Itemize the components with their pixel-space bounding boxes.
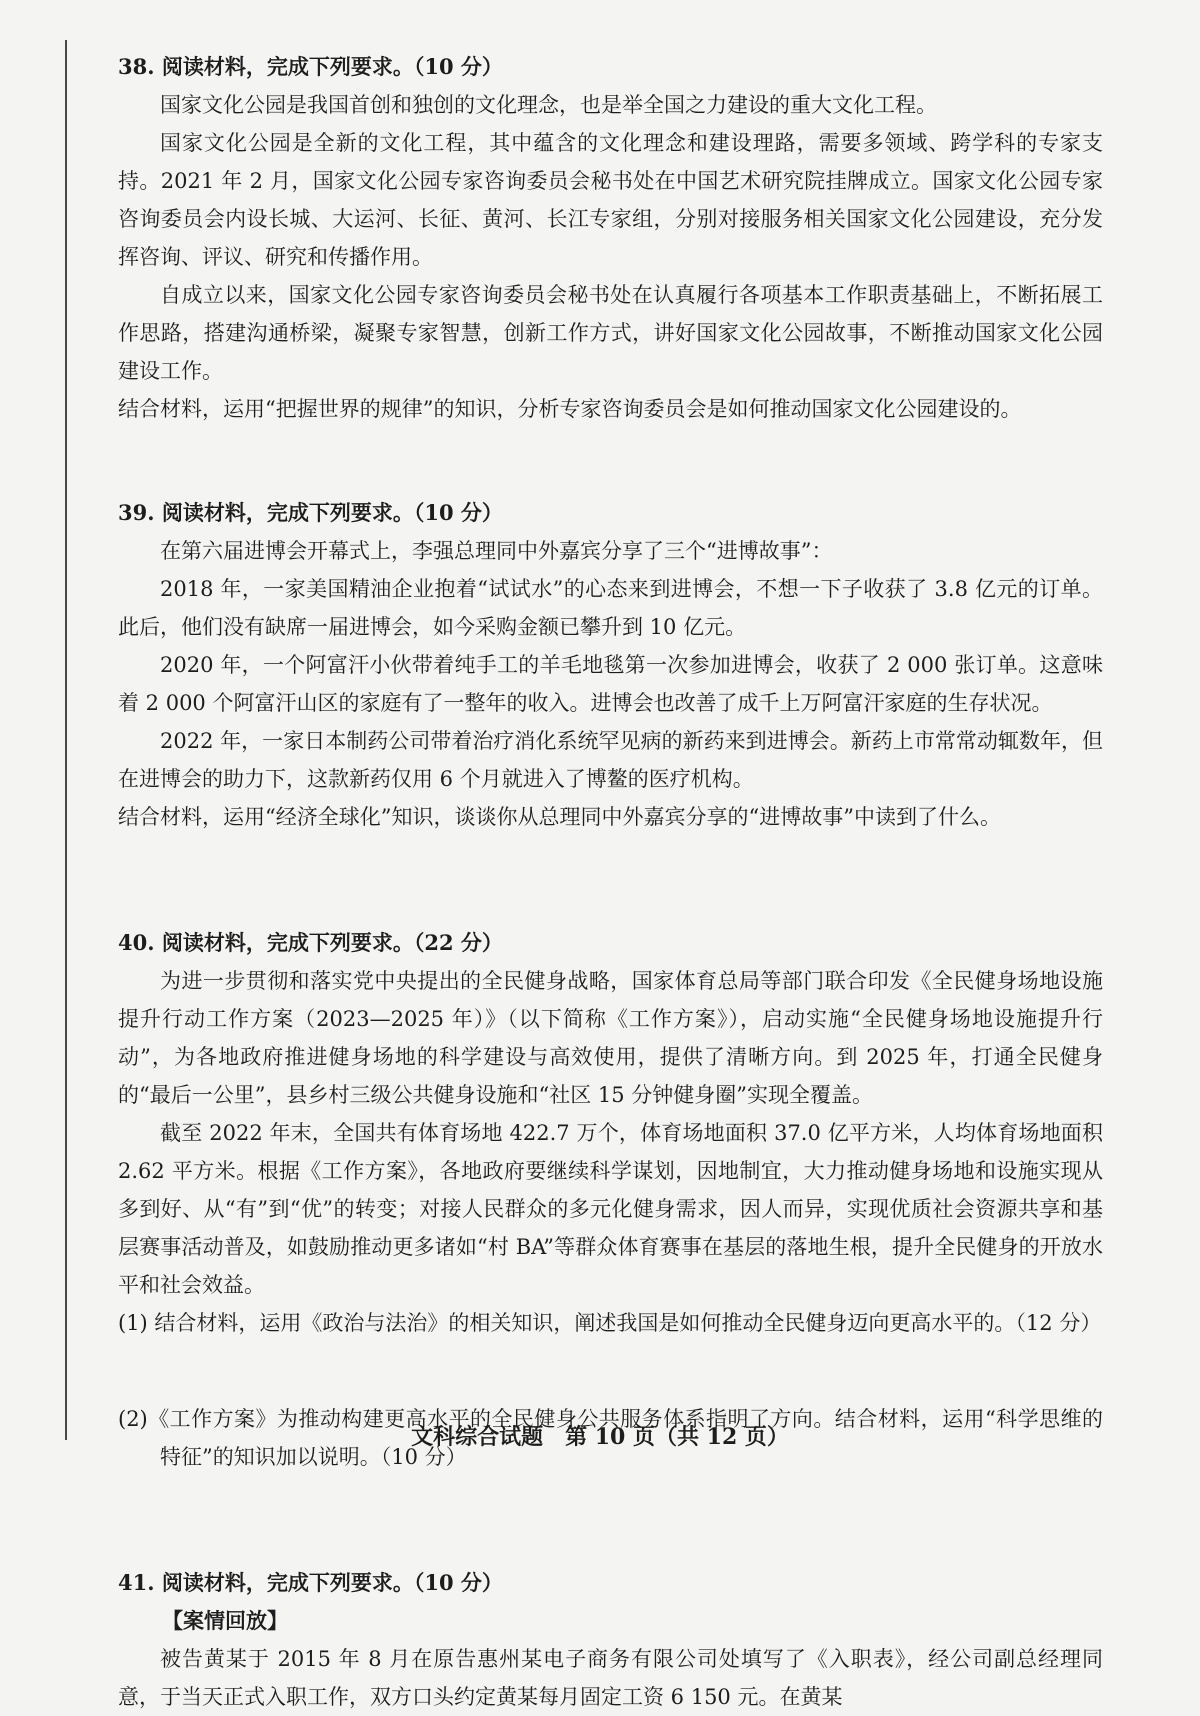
question-39 — [118, 494, 1103, 836]
question-41-case-tag: 【案情回放】 — [162, 1609, 288, 1633]
question-40-subtask-2: (2)《工作方案》为推动构建更高水平的全民健身公共服务体系指明了方向。结合材料，运用“科学思维的特征”的知识加以说明。（10 分） — [118, 1407, 1103, 1469]
question-40-material-2: 截至 2022 年末，全国共有体育场地 422.7 万个，体育场地面积 37.0 亿平方米，人均体育场地面积 2.62 平方米。根据《工作方案》，各地政府要继续科学谋划，因地制宜，大力推动健身场地和设施实现从多到好、从“有”到“优”的转变；对接人民群众的多元化健身需求，因人而异，实现优质社会资源共享和基层赛事活动普及，如鼓励推动更多诸如“村 BA”等群众体育赛事在基层的落地生根，提升全民健身的开放水平和社会效益。 — [118, 1121, 1103, 1297]
question-39-heading: 39. 阅读材料，完成下列要求。（10 分） — [118, 500, 503, 525]
question-41-heading: 41. 阅读材料，完成下列要求。（10 分） — [118, 1570, 503, 1595]
question-41-material-1: 被告黄某于 2015 年 8 月在原告惠州某电子商务有限公司处填写了《入职表》，经公司副总经理同意，于当天正式入职工作，双方口头约定黄某每月固定工资 6 150 元。在黄某 — [118, 1647, 1103, 1709]
question-39-material-4: 2022 年，一家日本制药公司带着治疗消化系统罕见病的新药来到进博会。新药上市常常动辄数年，但在进博会的助力下，这款新药仅用 6 个月就进入了博鳌的医疗机构。 — [118, 729, 1103, 791]
page-content — [118, 48, 1103, 1716]
question-39-task: 结合材料，运用“经济全球化”知识，谈谈你从总理同中外嘉宾分享的“进博故事”中读到了什么。 — [118, 805, 1001, 829]
question-39-material-2: 2018 年，一家美国精油企业抱着“试试水”的心态来到进博会，不想一下子收获了 3.8 亿元的订单。此后，他们没有缺席一届进博会，如今采购金额已攀升到 10 亿元。 — [118, 577, 1103, 639]
question-38-material-3: 自成立以来，国家文化公园专家咨询委员会秘书处在认真履行各项基本工作职责基础上，不断拓展工作思路，搭建沟通桥梁，凝聚专家智慧，创新工作方式，讲好国家文化公园故事，不断推动国家文化公园建设工作。 — [118, 283, 1103, 383]
answer-space — [118, 428, 1103, 494]
question-38-task: 结合材料，运用“把握世界的规律”的知识，分析专家咨询委员会是如何推动国家文化公园建设的。 — [118, 397, 1022, 421]
answer-space — [118, 836, 1103, 924]
binding-margin-line — [65, 40, 67, 1440]
question-39-material-1: 在第六届进博会开幕式上，李强总理同中外嘉宾分享了三个“进博故事”： — [160, 539, 833, 563]
question-40-heading: 40. 阅读材料，完成下列要求。（22 分） — [118, 930, 503, 955]
question-39-material-3: 2020 年，一个阿富汗小伙带着纯手工的羊毛地毯第一次参加进博会，收获了 2 000 张订单。这意味着 2 000 个阿富汗山区的家庭有了一整年的收入。进博会也改善了成千上万阿富汗家庭的生存状况。 — [118, 653, 1103, 715]
page-footer: 文科综合试题 第 10 页（共 12 页） — [411, 1424, 789, 1450]
question-38-material-2: 国家文化公园是全新的文化工程，其中蕴含的文化理念和建设理路，需要多领域、跨学科的专家支持。2021 年 2 月，国家文化公园专家咨询委员会秘书处在中国艺术研究院挂牌成立。国家文化公园专家咨询委员会内设长城、大运河、长征、黄河、长江专家组，分别对接服务相关国家文化公园建设，充分发挥咨询、评议、研究和传播作用。 — [118, 131, 1103, 269]
question-40-subtask-1: (1) 结合材料，运用《政治与法治》的相关知识，阐述我国是如何推动全民健身迈向更高水平的。（12 分） — [118, 1311, 1102, 1335]
answer-space — [118, 1476, 1103, 1564]
question-40-material-1: 为进一步贯彻和落实党中央提出的全民健身战略，国家体育总局等部门联合印发《全民健身场地设施提升行动工作方案（2023—2025 年）》（以下简称《工作方案》），启动实施“全民健身场地设施提升行动”，为各地政府推进健身场地的科学建设与高效使用，提供了清晰方向。到 2025 年，打通全民健身的“最后一公里”，县乡村三级公共健身设施和“社区 15 分钟健身圈”实现全覆盖。 — [118, 969, 1103, 1107]
answer-space — [118, 1342, 1103, 1400]
question-38-heading: 38. 阅读材料，完成下列要求。（10 分） — [118, 54, 503, 79]
question-38 — [118, 48, 1103, 428]
question-38-material-1: 国家文化公园是我国首创和独创的文化理念，也是举全国之力建设的重大文化工程。 — [160, 93, 937, 117]
question-41 — [118, 1564, 1103, 1716]
question-40 — [118, 924, 1103, 1476]
